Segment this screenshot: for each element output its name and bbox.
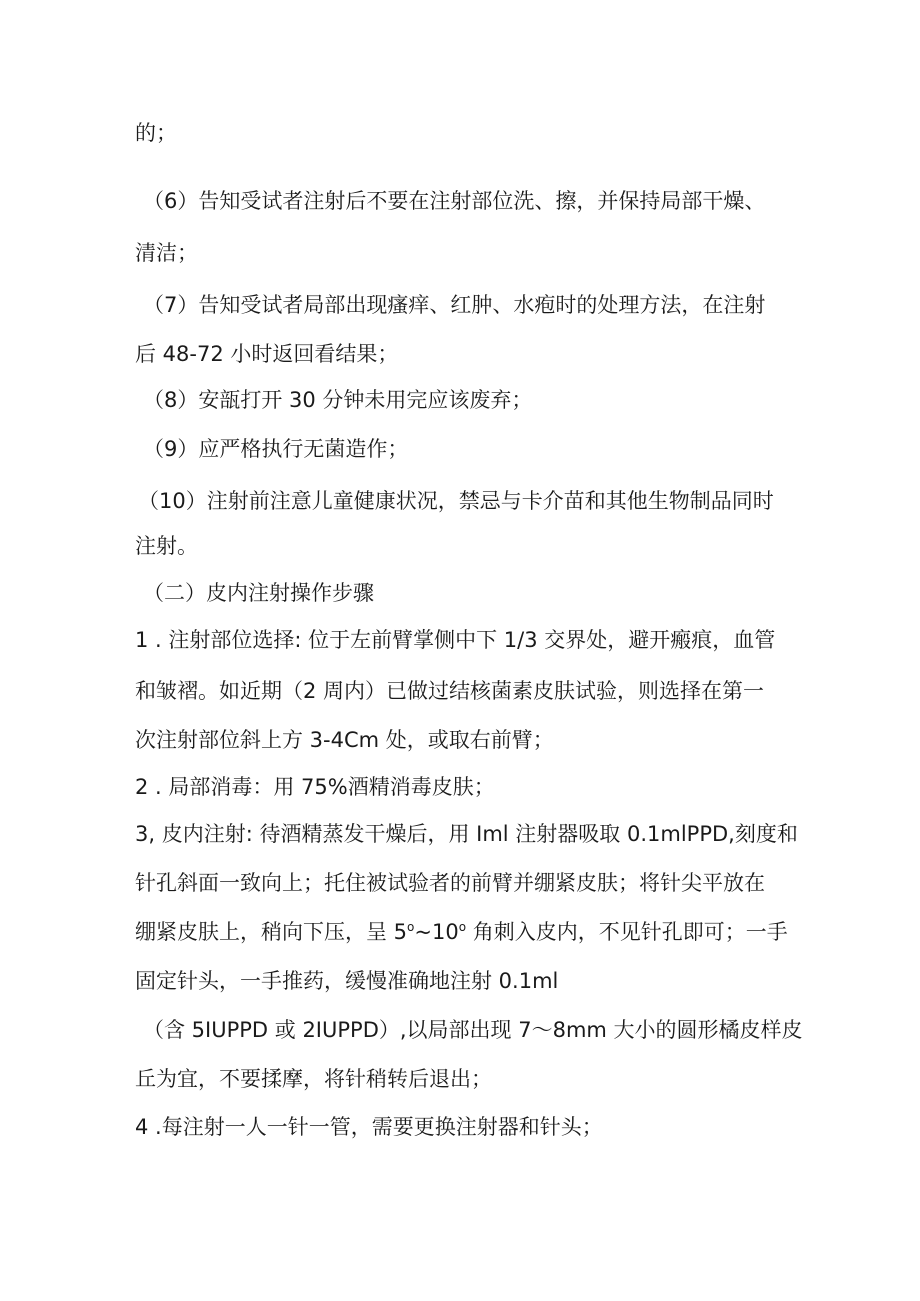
text-line-12: 和皱褶。如近期（2 周内）已做过结核菌素皮肤试验，则选择在第一 (135, 679, 765, 703)
degree-sup-2: o (458, 920, 467, 934)
text-line-13: 次注射部位斜上方 3-4Cm 处，或取右前臂； (135, 728, 554, 752)
text-line-17-middle: ~10 (414, 920, 459, 944)
text-line-18: 固定针头，一手推药，缓慢准确地注射 0.1ml (135, 969, 559, 993)
text-line-15: 3, 皮内注射: 待酒精蒸发干燥后，用 Iml 注射器吸取 0.1mlPPD,刻度和 (135, 822, 798, 846)
text-line-19: （含 5IUPPD 或 2IUPPD）,以局部出现 7～8mm 大小的圆形橘皮样皮 (143, 1018, 803, 1042)
text-line-9: 注射。 (135, 534, 198, 558)
text-line-20: 丘为宜，不要揉摩，将针稍转后退出； (135, 1067, 492, 1091)
text-line-16: 针孔斜面一致向上；托住被试验者的前臂并绷紧皮肤；将针尖平放在 (135, 871, 765, 895)
text-line-21: 4 .每注射一人一针一管，需要更换注射器和针头； (135, 1115, 603, 1139)
text-line-7: （9）应严格执行无菌造作； (143, 437, 409, 461)
section-heading: （二）皮内注射操作步骤 (143, 581, 374, 605)
text-line-14: 2 . 局部消毒：用 75%酒精消毒皮肤； (135, 775, 495, 799)
degree-sup-1: o (407, 920, 415, 934)
text-line-17 (135, 917, 788, 947)
text-line-4: （7）告知受试者局部出现瘙痒、红肿、水疱时的处理方法，在注射 (143, 293, 766, 317)
text-line-5: 后 48-72 小时返回看结果； (135, 342, 399, 366)
text-line-6: （8）安瓿打开 30 分钟未用完应该废弃； (143, 388, 533, 412)
text-line-2: （6）告知受试者注射后不要在注射部位洗、擦，并保持局部干燥、 (143, 189, 766, 213)
text-line-3: 清洁； (135, 241, 198, 265)
text-line-1: 的； (135, 121, 177, 145)
text-line-17-before: 绷紧皮肤上，稍向下压，呈 5 (135, 920, 408, 944)
text-line-8: （10）注射前注意儿童健康状况，禁忌与卡介苗和其他生物制品同时 (138, 489, 774, 513)
text-line-17-after: 角刺入皮内，不见针孔即可；一手 (466, 920, 788, 944)
text-line-11: 1 . 注射部位选择: 位于左前臂掌侧中下 1/3 交界处，避开瘢痕，血管 (135, 628, 776, 652)
